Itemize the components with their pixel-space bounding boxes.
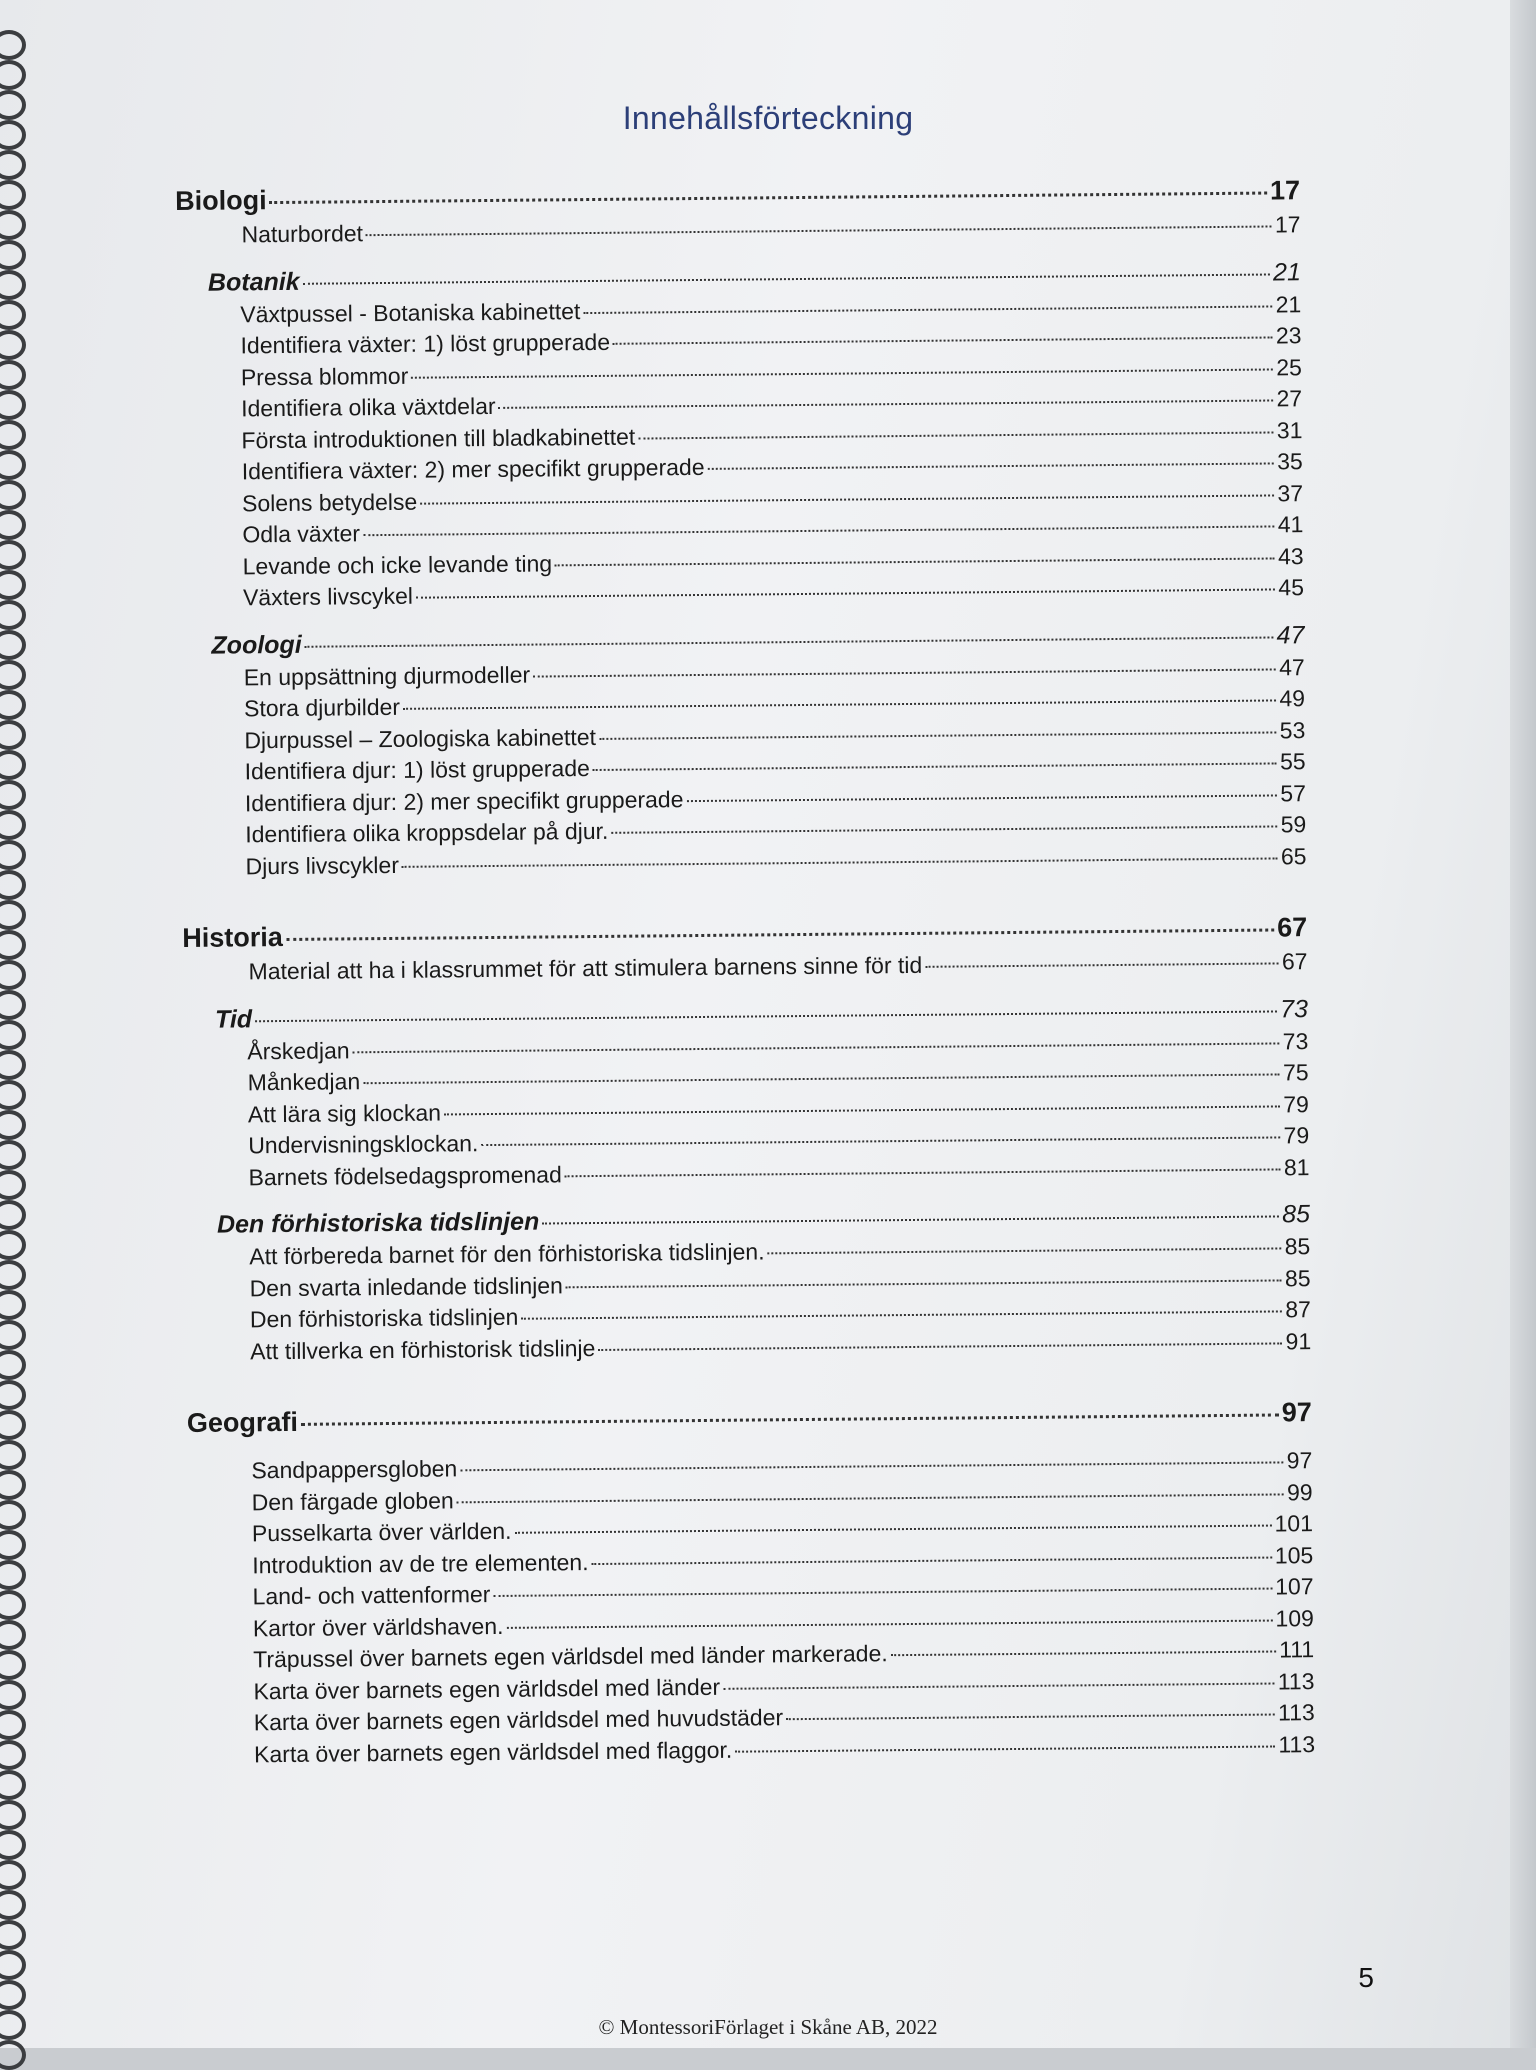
toc-entry-label: En uppsättning djurmodeller xyxy=(243,661,531,690)
toc-list-tidslinjen xyxy=(185,1231,1311,1368)
toc-entry-label: Identifiera olika växtdelar xyxy=(241,392,496,422)
dot-leader xyxy=(444,1105,1280,1115)
toc-page-number: 97 xyxy=(1286,1447,1313,1474)
dot-leader xyxy=(460,1461,1283,1471)
dot-leader xyxy=(255,1010,1277,1022)
spiral-ring xyxy=(0,660,26,690)
toc-entry-label: Den svarta inledande tidslinjen xyxy=(249,1271,563,1301)
spiral-ring xyxy=(0,1530,26,1560)
toc-page-number: 21 xyxy=(1275,290,1302,317)
toc-entry-label: Material att ha i klassrummet för att stimulera barnens sinne för tid xyxy=(248,951,923,985)
toc-page-number: 81 xyxy=(1283,1153,1310,1180)
spiral-ring xyxy=(0,450,26,480)
toc-entry-label: Introduktion av de tre elementen. xyxy=(252,1548,589,1578)
dot-leader xyxy=(583,305,1272,314)
dot-leader xyxy=(611,825,1277,833)
dot-leader xyxy=(598,1342,1282,1351)
toc-page-number: 97 xyxy=(1281,1397,1313,1428)
toc-entry-label: Pressa blommor xyxy=(240,362,409,390)
toc-page-number: 55 xyxy=(1279,748,1306,775)
spiral-ring xyxy=(0,180,26,210)
toc-part-label: Historia xyxy=(182,922,283,953)
spiral-ring xyxy=(0,1680,26,1710)
toc-page-number: 65 xyxy=(1280,842,1307,869)
toc-entry-label: Undervisningsklockan. xyxy=(248,1130,479,1159)
toc-entry-label: Träpussel över barnets egen världsdel med länder markerade. xyxy=(253,1640,888,1673)
toc-page-number: 87 xyxy=(1285,1296,1311,1323)
spiral-ring xyxy=(0,870,26,900)
dot-leader xyxy=(286,928,1274,940)
dot-leader xyxy=(565,1168,1281,1177)
dot-leader xyxy=(566,1279,1282,1288)
dot-leader xyxy=(638,431,1274,439)
dot-leader xyxy=(533,668,1276,677)
dot-leader xyxy=(416,588,1275,598)
spiral-ring xyxy=(0,480,26,510)
toc-entry-label: Karta över barnets egen världsdel med huvudstäder xyxy=(253,1704,784,1736)
toc-page-number: 79 xyxy=(1283,1122,1310,1149)
spiral-ring xyxy=(0,150,26,180)
spiral-ring xyxy=(0,300,26,330)
toc-page-number: 105 xyxy=(1274,1541,1314,1569)
toc-entry-label: Odla växter xyxy=(242,520,361,548)
toc-entry-label: Djurpussel – Zoologiska kabinettet xyxy=(244,723,597,753)
toc-page-number: 47 xyxy=(1276,620,1305,649)
spiral-ring xyxy=(0,330,26,360)
spiral-ring xyxy=(0,1560,26,1590)
toc-page-number: 31 xyxy=(1276,416,1303,443)
toc-page-number: 107 xyxy=(1275,1573,1314,1600)
spiral-ring xyxy=(0,1080,26,1110)
dot-leader xyxy=(506,1619,1272,1628)
spiral-ring xyxy=(0,540,26,570)
dot-leader xyxy=(925,962,1279,967)
toc-entry-label: Stora djurbilder xyxy=(243,693,401,722)
spiral-ring xyxy=(0,600,26,630)
spiral-ring xyxy=(0,750,26,780)
dot-leader xyxy=(723,1682,1275,1689)
spiral-ring xyxy=(0,1050,26,1080)
toc-page-number: 73 xyxy=(1282,1027,1309,1054)
toc-page-number: 41 xyxy=(1277,511,1304,538)
toc-entry-label: Identifiera växter: 1) löst grupperade xyxy=(240,328,611,359)
spiral-binding xyxy=(0,0,24,2048)
toc-entry-label: Sandpappersgloben xyxy=(251,1455,458,1484)
toc-entry-label: Kartor över världshaven. xyxy=(252,1612,504,1641)
spiral-ring xyxy=(0,420,26,450)
toc-entry-label: Identifiera olika kroppsdelar på djur. xyxy=(245,817,609,848)
toc-list-botanik xyxy=(176,289,1304,615)
dot-leader xyxy=(457,1493,1284,1503)
toc-entry-label: Karta över barnets egen världsdel med länder xyxy=(253,1673,721,1704)
dot-leader xyxy=(305,636,1274,647)
spiral-ring xyxy=(0,1590,26,1620)
spiral-ring xyxy=(0,1170,26,1200)
toc-entry-label: Den färgade globen xyxy=(251,1486,454,1515)
dot-leader xyxy=(270,192,1267,205)
spiral-ring xyxy=(0,1230,26,1260)
spiral-ring xyxy=(0,780,26,810)
toc-page-number: 113 xyxy=(1277,1699,1315,1726)
spiral-ring xyxy=(0,1470,26,1500)
spiral-ring xyxy=(0,1350,26,1380)
spiral-ring xyxy=(0,1950,26,1980)
spiral-ring xyxy=(0,840,26,870)
toc-section-label: Zoologi xyxy=(211,630,302,660)
spiral-ring xyxy=(0,1770,26,1800)
spiral-ring xyxy=(0,1260,26,1290)
toc-list-zoologi xyxy=(180,652,1307,883)
toc-part-label: Geografi xyxy=(186,1406,299,1438)
spiral-ring xyxy=(0,1710,26,1740)
toc-entry-label: Den förhistoriska tidslinjen xyxy=(249,1303,519,1333)
toc-list-geografi xyxy=(187,1445,1315,1771)
dot-leader xyxy=(891,1650,1276,1656)
dot-leader xyxy=(499,399,1274,408)
spiral-ring xyxy=(0,210,26,240)
toc-page-number: 85 xyxy=(1282,1200,1311,1229)
dot-leader xyxy=(303,273,1270,284)
toc-page-number: 21 xyxy=(1272,257,1302,286)
page-edge xyxy=(1510,0,1536,2048)
dot-leader xyxy=(403,699,1276,709)
toc-entry-label: Att tillverka en förhistorisk tidslinje xyxy=(250,1334,596,1364)
dot-leader xyxy=(542,1215,1279,1224)
toc-page-number: 91 xyxy=(1285,1327,1312,1354)
dot-leader xyxy=(481,1136,1280,1146)
toc-list-tid xyxy=(183,1026,1309,1194)
toc-entry-label: Djurs livscykler xyxy=(245,851,400,879)
toc-entry-label: Solens betydelse xyxy=(241,488,418,516)
dot-leader xyxy=(613,336,1273,344)
spiral-ring xyxy=(0,1650,26,1680)
spiral-ring xyxy=(0,30,26,60)
spiral-ring xyxy=(0,1440,26,1470)
spiral-ring xyxy=(0,1920,26,1950)
spiral-ring xyxy=(0,720,26,750)
toc-page-number: 75 xyxy=(1282,1059,1309,1086)
toc-page-number: 53 xyxy=(1279,716,1306,743)
dot-leader xyxy=(411,368,1273,378)
toc-page-number: 85 xyxy=(1284,1233,1311,1260)
spiral-ring xyxy=(0,1320,26,1350)
spiral-ring xyxy=(0,1830,26,1860)
toc-page-number: 43 xyxy=(1277,542,1304,569)
spiral-ring xyxy=(0,810,26,840)
spiral-ring xyxy=(0,1890,26,1920)
toc-page-number: 49 xyxy=(1279,685,1306,712)
dot-leader xyxy=(786,1714,1275,1721)
toc-entry-label: Växtpussel - Botaniska kabinettet xyxy=(240,297,581,327)
spiral-ring xyxy=(0,1200,26,1230)
toc-entry-label: Första introduktionen till bladkabinettet xyxy=(241,423,636,453)
toc-page-number: 59 xyxy=(1280,811,1307,838)
toc-section-label: Botanik xyxy=(207,267,300,297)
toc-page-number: 35 xyxy=(1277,448,1303,475)
toc-page-number: 47 xyxy=(1278,653,1305,680)
toc-entry-label: Att förbereda barnet för den förhistoriska tidslinjen. xyxy=(249,1238,765,1270)
toc-page-number: 37 xyxy=(1277,479,1304,506)
dot-leader xyxy=(363,525,1275,536)
spiral-ring xyxy=(0,1380,26,1410)
toc-entry-label: Karta över barnets egen världsdel med flaggor. xyxy=(253,1736,733,1767)
toc-page-number: 67 xyxy=(1277,912,1308,943)
dot-leader xyxy=(768,1247,1282,1254)
toc-entry-label: Identifiera djur: 2) mer specifikt grupperade xyxy=(244,785,684,816)
dot-leader xyxy=(363,1073,1280,1084)
spiral-ring xyxy=(0,1860,26,1890)
dot-leader xyxy=(686,794,1277,802)
toc-page-number: 79 xyxy=(1283,1090,1310,1117)
dot-leader xyxy=(301,1413,1279,1425)
spiral-ring xyxy=(0,270,26,300)
toc-entry-label: Identifiera djur: 1) löst grupperade xyxy=(244,755,590,785)
dot-leader xyxy=(353,1042,1280,1053)
toc-section-label: Tid xyxy=(214,1004,253,1034)
toc-page-number: 67 xyxy=(1281,948,1308,975)
toc-page-number: 57 xyxy=(1280,779,1307,806)
dot-leader xyxy=(521,1310,1282,1319)
toc-entry-label: Barnets födelsedagspromenad xyxy=(248,1160,562,1190)
spiral-ring xyxy=(0,510,26,540)
dot-leader xyxy=(402,857,1278,867)
copyright-footer: © MontessoriFörlaget i Skåne AB, 2022 xyxy=(598,2015,938,2039)
dot-leader xyxy=(708,462,1275,469)
toc-entry-label: Att lära sig klockan xyxy=(247,1098,442,1127)
dot-leader xyxy=(493,1588,1272,1597)
spiral-ring xyxy=(0,1140,26,1170)
spiral-ring xyxy=(0,630,26,660)
spiral-ring xyxy=(0,1410,26,1440)
spiral-ring xyxy=(0,1110,26,1140)
spiral-ring xyxy=(0,960,26,990)
toc-title: Innehållsförteckning xyxy=(622,100,914,136)
spiral-ring xyxy=(0,1740,26,1770)
spiral-ring xyxy=(0,1500,26,1530)
toc-page-number: 73 xyxy=(1280,994,1309,1023)
toc-page-number: 85 xyxy=(1284,1264,1311,1291)
spiral-ring xyxy=(0,360,26,390)
toc-part-label: Biologi xyxy=(175,185,267,216)
spiral-ring xyxy=(0,390,26,420)
dot-leader xyxy=(420,494,1274,504)
toc-section-label: Den förhistoriska tidslinjen xyxy=(216,1207,540,1239)
spiral-ring xyxy=(0,930,26,960)
dot-leader xyxy=(366,225,1272,236)
toc-page-number: 109 xyxy=(1275,1604,1314,1632)
page-number: 5 xyxy=(1358,1962,1374,1993)
toc-entry-label: Land- och vattenformer xyxy=(252,1581,491,1610)
toc-entry-label: Identifiera växter: 2) mer specifikt grupperade xyxy=(241,453,705,485)
table-of-contents xyxy=(175,171,1315,1771)
spiral-ring xyxy=(0,1620,26,1650)
dot-leader xyxy=(735,1745,1275,1752)
toc-entry-label: Levande och icke levande ting xyxy=(242,549,553,579)
spiral-ring xyxy=(0,1800,26,1830)
spiral-ring xyxy=(0,60,26,90)
toc-page-number: 17 xyxy=(1274,211,1301,238)
dot-leader xyxy=(592,1556,1272,1565)
dot-leader xyxy=(555,557,1275,566)
toc-page-number: 99 xyxy=(1286,1478,1313,1505)
spiral-ring xyxy=(0,1290,26,1320)
toc-entry-label: Pusselkarta över världen. xyxy=(251,1517,512,1547)
toc-page-number: 45 xyxy=(1278,574,1305,601)
toc-entry-label: Växters livscykel xyxy=(242,582,414,611)
toc-page-number: 17 xyxy=(1269,175,1301,206)
dot-leader xyxy=(599,731,1277,740)
toc-page-number: 113 xyxy=(1277,1667,1315,1694)
spiral-ring xyxy=(0,240,26,270)
spiral-ring xyxy=(0,570,26,600)
spiral-ring xyxy=(0,1020,26,1050)
spiral-ring xyxy=(0,2040,26,2070)
toc-page-number: 23 xyxy=(1275,322,1302,349)
dot-leader xyxy=(514,1525,1271,1534)
spiral-ring xyxy=(0,1980,26,2010)
toc-page-number: 25 xyxy=(1276,353,1302,380)
toc-entry-label: Årskedjan xyxy=(247,1036,350,1064)
spiral-ring xyxy=(0,990,26,1020)
toc-entry-label: Naturbordet xyxy=(241,220,364,248)
toc-page-number: 101 xyxy=(1274,1510,1314,1537)
toc-entry-label: Månkedjan xyxy=(247,1068,361,1096)
toc-page-number: 27 xyxy=(1276,385,1303,412)
toc-page-number: 113 xyxy=(1278,1730,1316,1757)
dot-leader xyxy=(593,762,1277,771)
spiral-ring xyxy=(0,690,26,720)
toc-page-number: 111 xyxy=(1279,1636,1315,1663)
spiral-ring xyxy=(0,900,26,930)
